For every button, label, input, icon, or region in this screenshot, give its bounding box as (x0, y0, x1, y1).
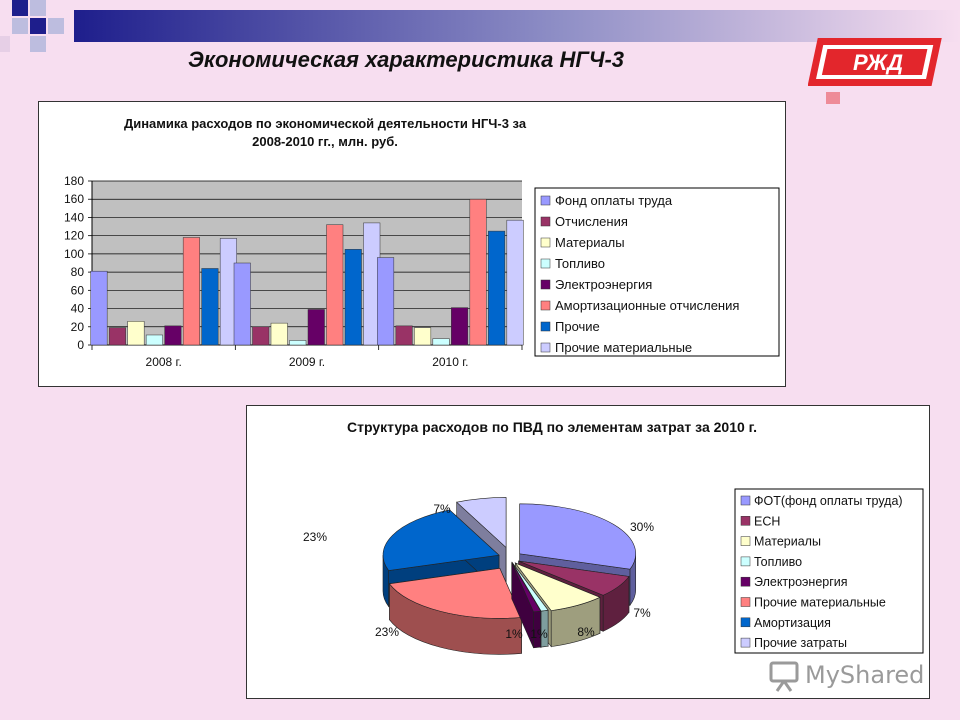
y-tick-label: 100 (63, 246, 84, 261)
pie-chart-title: Структура расходов по ПВД по элементам затрат за 2010 г. (347, 419, 757, 435)
legend-label: Топливо (754, 554, 803, 569)
pie-data-label: 8% (577, 625, 595, 639)
x-tick-label: 2008 г. (145, 355, 182, 369)
presentation-board-icon (767, 657, 803, 693)
bar (183, 237, 200, 345)
y-tick-label: 20 (70, 319, 84, 334)
watermark-text: MyShared (805, 661, 925, 689)
bar (290, 340, 307, 345)
watermark (765, 655, 925, 695)
bar (414, 328, 431, 345)
bar (128, 321, 144, 345)
bar (202, 268, 219, 345)
legend-label: Прочие (555, 319, 600, 334)
y-tick-label: 60 (70, 283, 84, 298)
bar-chart (39, 102, 785, 386)
legend-swatch (541, 343, 550, 352)
bar (253, 327, 270, 345)
bar (451, 308, 468, 345)
bar (507, 220, 524, 345)
legend-label: ЕСН (754, 514, 781, 529)
pie-slice (389, 568, 521, 654)
bar (146, 335, 163, 345)
legend-label: Прочие затраты (754, 636, 848, 651)
x-tick-label: 2010 г. (432, 355, 469, 369)
legend-swatch (741, 557, 750, 566)
rzd-logo (808, 18, 950, 110)
bar (109, 328, 126, 345)
legend-swatch (541, 301, 550, 310)
bar (271, 323, 288, 345)
legend-swatch (541, 238, 550, 247)
legend-swatch (741, 638, 750, 647)
bar-chart-frame (38, 101, 786, 387)
pie-data-label: 30% (629, 520, 655, 534)
pie-data-label: 7% (633, 606, 651, 620)
y-tick-label: 80 (70, 265, 84, 280)
legend-swatch (741, 537, 750, 546)
legend-label: Амортизационные отчисления (555, 298, 740, 313)
bar (433, 339, 450, 345)
slide-title: Экономическая характеристика НГЧ-3 (188, 47, 625, 72)
legend-label: Прочие материальные (555, 340, 693, 355)
legend-swatch (541, 322, 550, 331)
bar (396, 326, 413, 345)
bar (345, 249, 362, 345)
bar (165, 326, 182, 345)
legend-label: Отчисления (555, 214, 628, 229)
y-tick-label: 140 (63, 210, 84, 225)
legend-swatch (741, 577, 750, 586)
x-tick-label: 2009 г. (288, 355, 326, 369)
legend-swatch (741, 618, 750, 627)
bar (234, 263, 251, 345)
legend-swatch (741, 496, 750, 505)
corner-squares-decoration (0, 0, 80, 60)
legend-swatch (741, 516, 750, 525)
legend-swatch (541, 196, 550, 205)
legend-label: Топливо (555, 256, 606, 271)
y-tick-label: 180 (63, 174, 84, 188)
legend-label: Прочие материальные (754, 595, 886, 610)
legend-swatch (541, 280, 550, 289)
y-tick-label: 120 (63, 228, 84, 243)
y-tick-label: 40 (70, 301, 84, 316)
bar (327, 225, 344, 345)
legend-label: Материалы (754, 534, 821, 549)
pie-data-label: 23% (302, 530, 328, 544)
pie-data-label: 23% (374, 625, 400, 639)
legend-label: ФОТ(фонд оплаты труда) (754, 494, 903, 508)
legend-label: Материалы (555, 235, 625, 250)
legend-swatch (541, 217, 550, 226)
bar-chart-title-line: Динамика расходов по экономической деятельности НГЧ-3 за (123, 116, 527, 131)
pie-data-label: 1% (530, 627, 548, 641)
legend-swatch (741, 598, 750, 607)
pie-data-label: 1% (505, 627, 523, 641)
bar-chart-title-line: 2008-2010 гг., млн. руб. (252, 134, 398, 149)
legend-label: Амортизация (754, 615, 831, 630)
bar (308, 309, 325, 345)
legend-label: Электроэнергия (555, 277, 653, 292)
bar (91, 271, 108, 345)
bar (470, 199, 487, 345)
legend-swatch (541, 259, 550, 268)
pie-data-label: 7% (433, 502, 451, 516)
bar (488, 231, 505, 345)
legend-label: Электроэнергия (754, 575, 848, 590)
bar (377, 258, 394, 345)
y-tick-label: 0 (77, 338, 84, 352)
y-tick-label: 160 (63, 192, 84, 207)
logo-text: РЖД (852, 50, 904, 75)
legend-label: Фонд оплаты труда (555, 193, 673, 208)
